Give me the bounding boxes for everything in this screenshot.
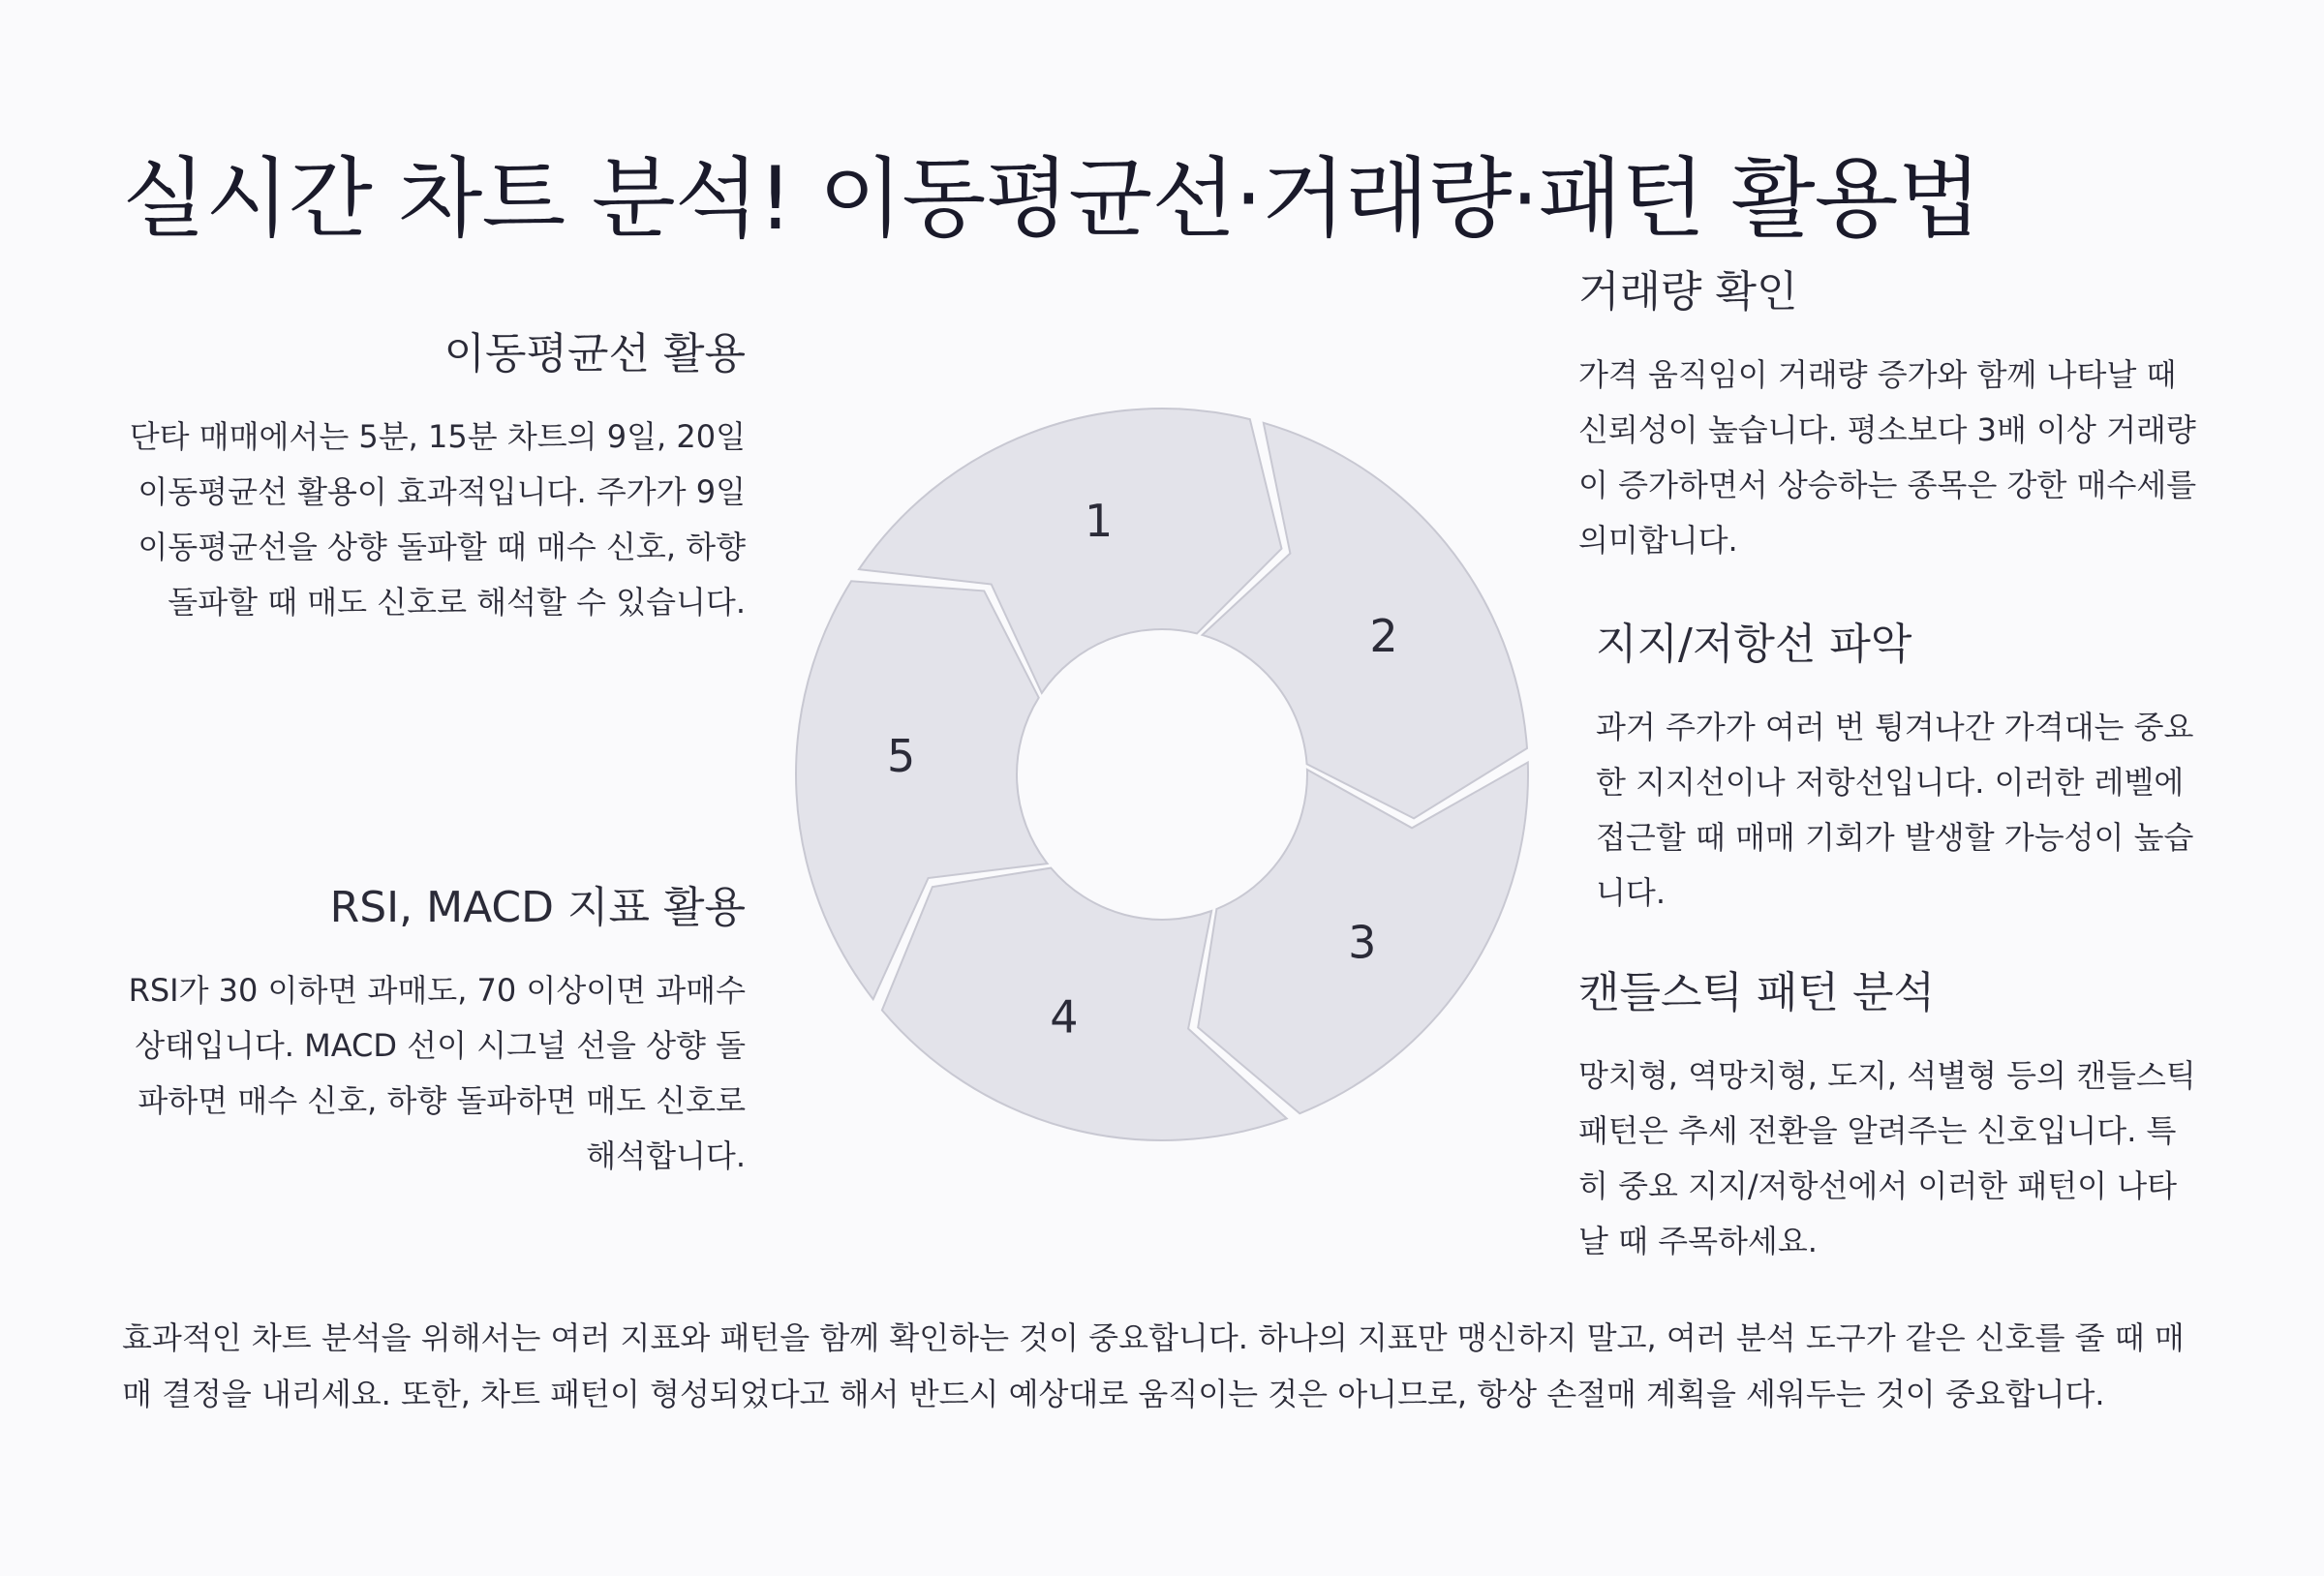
- cycle-segment-label-5: 5: [887, 730, 916, 783]
- summary-text: 효과적인 차트 분석을 위해서는 여러 지표와 패턴을 함께 확인하는 것이 중요합니다. 하나의 지표만 맹신하지 말고, 여러 분석 도구가 같은 신호를 줄 때 매매 결정을 내리세요. 또한, 차트 패턴이 형성되었다고 해서 반드시 예상대로 움직이는 것은 아니므로, 항상 손절매 계획을 세워두는 것이 중요합니다.: [122, 1319, 2185, 1412]
- step-1-heading: 이동평균선 활용: [443, 329, 746, 379]
- step-2-body: 가격 움직임이 거래량 증가와 함께 나타날 때 신뢰성이 높습니다. 평소보다 3배 이상 거래량이 증가하면서 상승하는 종목은 강한 매수세를 의미합니다.: [1578, 355, 2197, 559]
- step-5-description: [122, 883, 746, 1184]
- step-3-description: [1596, 620, 2198, 921]
- step-4-body: 망치형, 역망치형, 도지, 석별형 등의 캔들스틱 패턴은 추세 전환을 알려주는 신호입니다. 특히 중요 지지/저항선에서 이러한 패턴이 나타날 때 주목하세요.: [1578, 1056, 2196, 1259]
- cycle-segment-label-3: 3: [1348, 916, 1377, 969]
- cycle-diagram: [775, 387, 1549, 1162]
- cycle-segment-label-1: 1: [1085, 495, 1114, 547]
- step-5-heading: RSI, MACD 지표 활용: [329, 883, 746, 932]
- step-3-body: 과거 주가가 여러 번 튕겨나간 가격대는 중요한 지지선이나 저항선입니다. 이러한 레벨에 접근할 때 매매 기회가 발생할 가능성이 높습니다.: [1596, 708, 2194, 911]
- cycle-segment-label-4: 4: [1050, 990, 1079, 1044]
- step-1-description: [122, 329, 746, 630]
- step-1-body: 단타 매매에서는 5분, 15분 차트의 9일, 20일 이동평균선 활용이 효과적입니다. 주가가 9일 이동평균선을 상향 돌파할 때 매수 신호, 하향 돌파할 때 매도 신호로 해석할 수 있습니다.: [129, 417, 746, 621]
- step-2-description: [1578, 267, 2198, 568]
- cycle-segment-label-2: 2: [1369, 609, 1398, 662]
- page-title: 실시간 차트 분석! 이동평균선·거래량·패턴 활용법: [122, 148, 1981, 251]
- step-3-heading: 지지/저항선 파악: [1596, 620, 1912, 669]
- step-4-description: [1578, 968, 2198, 1269]
- step-2-heading: 거래량 확인: [1578, 267, 1798, 317]
- step-4-heading: 캔들스틱 패턴 분석: [1578, 968, 1936, 1017]
- cycle-segments: [796, 409, 1528, 1140]
- step-5-body: RSI가 30 이하면 과매도, 70 이상이면 과매수 상태입니다. MACD 선이 시그널 선을 상향 돌파하면 매수 신호, 하향 돌파하면 매도 신호로 해석합니다.: [128, 971, 746, 1174]
